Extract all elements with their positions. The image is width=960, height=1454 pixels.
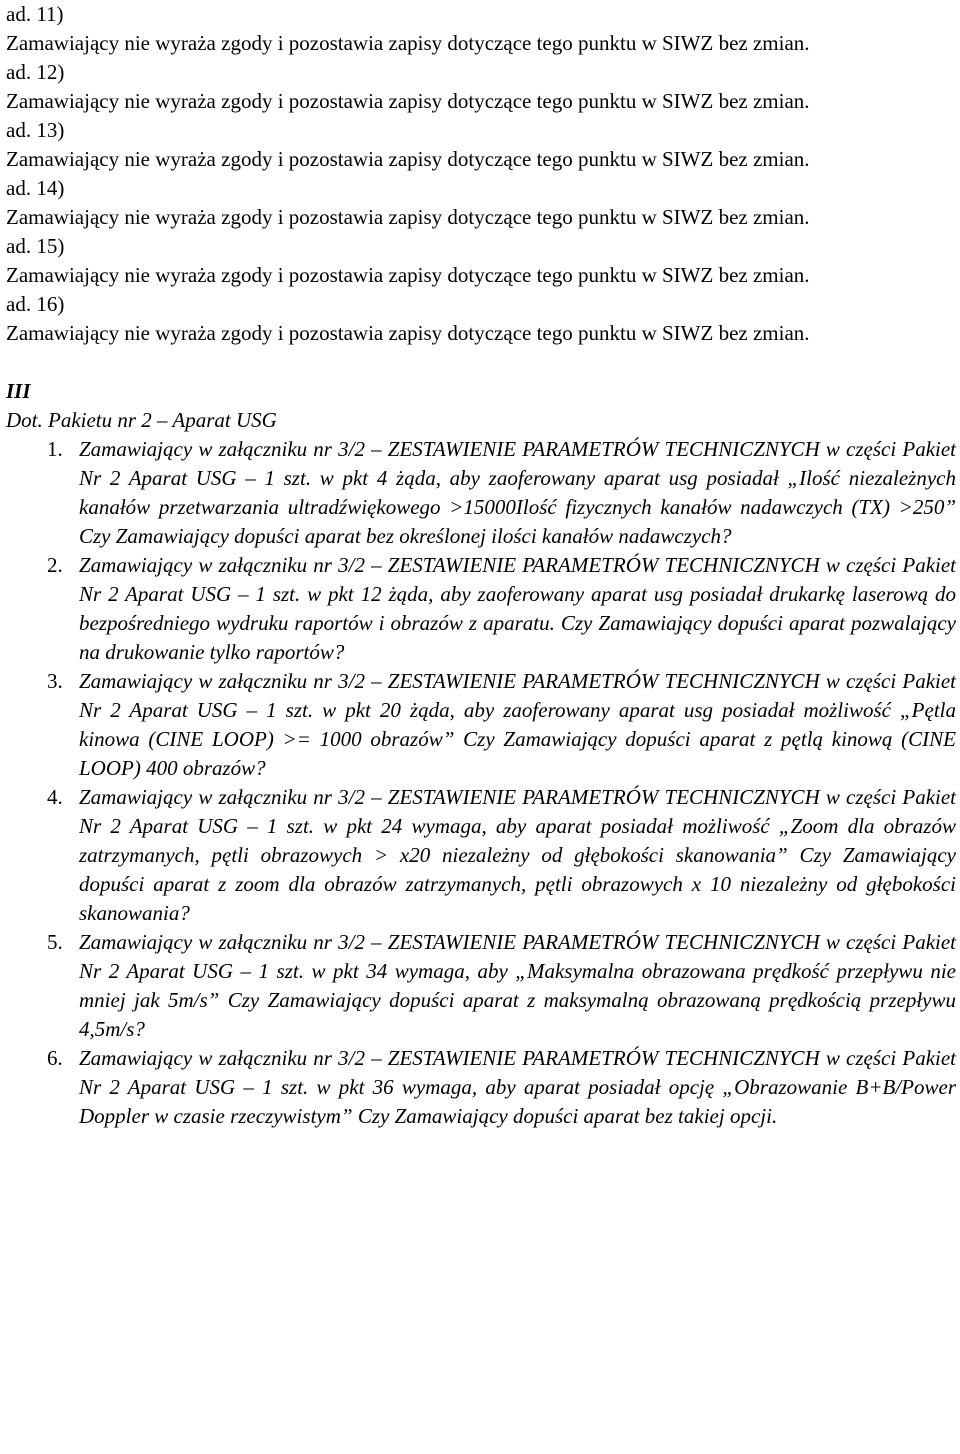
response-text: Zamawiający nie wyraża zgody i pozostawia zapisy dotyczące tego punktu w SIWZ bez zmian.	[6, 321, 810, 345]
response-ref: ad. 14)	[6, 176, 65, 200]
response-item	[6, 232, 956, 290]
response-item	[6, 174, 956, 232]
question-body: w pkt 36 wymaga, aby aparat posiadał opcję „Obrazowanie B+B/Power Doppler w czasie rzeczywistym” Czy Zamawiający dopuści aparat bez takiej opcji.	[79, 1075, 957, 1128]
response-text: Zamawiający nie wyraża zgody i pozostawia zapisy dotyczące tego punktu w SIWZ bez zmian.	[6, 205, 810, 229]
question-body: w pkt 34 wymaga, aby „Maksymalna obrazowana prędkość przepływu nie mniej jak 5m/s” Czy Zamawiający dopuści aparat z maksymalną obrazowaną prędkością przepływu 4,5m/s?	[79, 959, 956, 1041]
question-item	[47, 783, 956, 928]
question-body: w pkt 4 żąda, aby zaoferowany aparat usg posiadał „Ilość niezależnych kanałów przetwarzania ultradźwiękowego >15000Ilość fizycznych kanałów nadawczych (TX) >250” Czy Zamawiający dopuści aparat bez określonej ilości kanałów nadawczych?	[79, 466, 956, 548]
response-text: Zamawiający nie wyraża zgody i pozostawia zapisy dotyczące tego punktu w SIWZ bez zmian.	[6, 89, 810, 113]
questions-list	[6, 435, 956, 1131]
responses-list	[6, 0, 956, 348]
response-ref: ad. 15)	[6, 234, 65, 258]
question-lead: Zamawiający w załączniku nr 3/2 – ZESTAWIENIE PARAMETRÓW TECHNICZNYCH w części Pakiet Nr 2 Aparat USG – 1 szt.	[79, 930, 956, 983]
question-body: w pkt 12 żąda, aby zaoferowany aparat usg posiadał drukarkę laserową do bezpośredniego wydruku raportów i obrazów z aparatu. Czy Zamawiający dopuści aparat pozwalający na drukowanie tylko raportów?	[79, 582, 956, 664]
question-item	[47, 551, 956, 667]
response-ref: ad. 16)	[6, 292, 65, 316]
response-ref: ad. 11)	[6, 2, 64, 26]
question-number: 5.	[47, 930, 63, 954]
question-number: 4.	[47, 785, 63, 809]
question-lead: Zamawiający w załączniku nr 3/2 – ZESTAWIENIE PARAMETRÓW TECHNICZNYCH w części Pakiet Nr 2 Aparat USG – 1 szt.	[79, 553, 956, 606]
question-body: w pkt 20 żąda, aby zaoferowany aparat usg posiadał możliwość „Pętla kinowa (CINE LOOP) >= 1000 obrazów” Czy Zamawiający dopuści aparat z pętlą kinową (CINE LOOP) 400 obrazów?	[79, 698, 956, 780]
section-iii	[6, 377, 956, 1131]
response-text: Zamawiający nie wyraża zgody i pozostawia zapisy dotyczące tego punktu w SIWZ bez zmian.	[6, 147, 810, 171]
response-item	[6, 58, 956, 116]
question-number: 3.	[47, 669, 63, 693]
response-text: Zamawiający nie wyraża zgody i pozostawia zapisy dotyczące tego punktu w SIWZ bez zmian.	[6, 263, 810, 287]
question-lead: Zamawiający w załączniku nr 3/2 – ZESTAWIENIE PARAMETRÓW TECHNICZNYCH w części Pakiet Nr 2 Aparat USG – 1 szt.	[79, 785, 956, 838]
response-ref: ad. 12)	[6, 60, 65, 84]
question-item	[47, 667, 956, 783]
response-ref: ad. 13)	[6, 118, 65, 142]
question-number: 1.	[47, 437, 63, 461]
question-number: 6.	[47, 1046, 63, 1070]
response-item	[6, 0, 956, 58]
section-heading: III	[6, 379, 31, 403]
question-lead: Zamawiający w załączniku nr 3/2 – ZESTAWIENIE PARAMETRÓW TECHNICZNYCH w części Pakiet Nr 2 Aparat USG – 1 szt.	[79, 437, 956, 490]
response-text: Zamawiający nie wyraża zgody i pozostawia zapisy dotyczące tego punktu w SIWZ bez zmian.	[6, 31, 810, 55]
question-item	[47, 435, 956, 551]
section-subtitle: Dot. Pakietu nr 2 – Aparat USG	[6, 408, 277, 432]
question-lead: Zamawiający w załączniku nr 3/2 – ZESTAWIENIE PARAMETRÓW TECHNICZNYCH w części Pakiet Nr 2 Aparat USG – 1 szt.	[79, 1046, 956, 1099]
question-number: 2.	[47, 553, 63, 577]
question-item	[47, 1044, 957, 1131]
response-item	[6, 116, 956, 174]
question-body: w pkt 24 wymaga, aby aparat posiadał możliwość „Zoom dla obrazów zatrzymanych, pętli obrazowych > x20 niezależny od głębokości skanowania” Czy Zamawiający dopuści aparat z zoom dla obrazów zatrzymanych, pętli obrazowych x 10 niezależny od głębokości skanowania?	[79, 814, 956, 925]
response-item	[6, 290, 956, 348]
question-item	[47, 928, 956, 1044]
question-lead: Zamawiający w załączniku nr 3/2 – ZESTAWIENIE PARAMETRÓW TECHNICZNYCH w części Pakiet Nr 2 Aparat USG – 1 szt.	[79, 669, 956, 722]
